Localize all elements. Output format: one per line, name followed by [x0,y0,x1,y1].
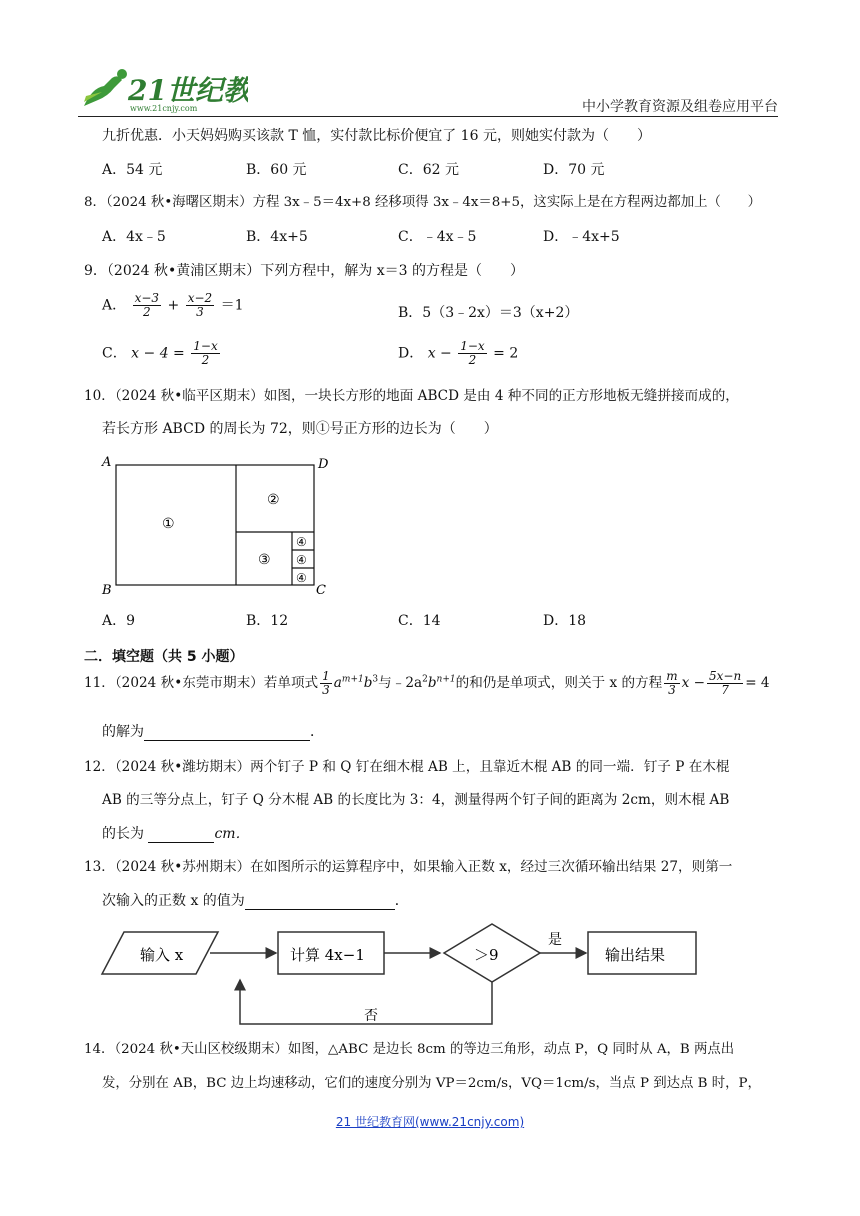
q10-figure [96,452,336,602]
fig-label-d: D [318,457,329,472]
q13-answer-blank[interactable] [245,909,395,910]
q7-option-d: D．70 元 [543,162,605,178]
q9-option-d: D． x − $\frac{1-x}{2}$ = 2 [398,339,519,367]
q11-text-line2: 的解为 ． [102,724,324,740]
fig-square-1: ① [162,516,175,532]
q8-option-d: D．﹣4x+5 [543,229,620,245]
svg-text:www.21cnjy.com: www.21cnjy.com [130,104,198,113]
logo-runner-icon [78,66,248,114]
section-fill-in-title: 二．填空题（共 5 小题） [84,649,244,665]
svg-text:21世纪教育: 21世纪 [128,74,223,107]
q9-option-c: C． x − 4 = $\frac{1-x}{2}$ [102,339,218,367]
q12-text-line2: AB 的三等分点上，钉子 Q 分木棍 AB 的长度比为 3：4，测量得两个钉子间的距离为 2cm，则木棍 AB [102,792,730,808]
fig-label-c: C [316,583,326,598]
q9-option-a: A． $\frac{x-3}{2}$ + $\frac{x-2}{3}$ ＝1 [102,291,244,319]
header-divider [78,116,778,117]
flow-input-label: 输入 x [140,946,184,964]
q11-text-line1: 11．（2024 秋•东莞市期末）若单项式 $\frac{1}{3}$ $a^{m+1}b^3$与$﹣2a^2b^{n+1}$的和仍是单项式，则关于 x 的方程 $\frac{m}{3}$ x − $\frac{5x-n}{7}$ = 4 [84,669,770,697]
fig-square-4c: ④ [296,571,307,585]
q8-text: 8．（2024 秋•海曙区期末）方程 3x﹣5＝4x+8 经移项得 3x﹣4x＝8+5，这实际上是在方程两边都加上（ ） [84,195,762,210]
q7-option-a: A．54 元 [102,162,163,178]
flow-compute-label: 计算 4x−1 [290,946,365,964]
q10-text-line2: 若长方形 ABCD 的周长为 72，则①号正方形的边长为（ ） [102,421,498,437]
q13-flowchart [100,920,700,1030]
platform-title: 中小学教育资源及组卷应用平台 [582,99,778,115]
q7-text: 九折优惠．小天妈妈购买该款 T 恤，实付款比标价便宜了 16 元，则她实付款为（ ） [102,128,651,144]
q8-option-c: C．﹣4x﹣5 [398,229,477,245]
q11-answer-blank[interactable] [144,740,310,741]
page-header [78,58,778,118]
flow-output-label: 输出结果 [605,946,666,964]
q14-text-line2: 发，分别在 AB，BC 边上均速移动，它们的速度分别为 VP＝2cm/s，VQ＝1cm/s，当点 P 到达点 B 时，P， [102,1076,761,1091]
q7-option-c: C．62 元 [398,162,459,178]
page-footer [0,1113,860,1130]
q7-option-b: B．60 元 [246,162,307,178]
q10-option-d: D．18 [543,613,587,629]
fig-square-4b: ④ [296,553,307,567]
q9-text: 9．（2024 秋•黄浦区期末）下列方程中，解为 x＝3 的方程是（ ） [84,263,524,279]
flow-yes-label: 是 [548,932,562,948]
fig-square-2: ② [267,492,280,508]
logo [78,66,248,118]
q10-option-a: A．9 [102,613,136,629]
fig-square-3: ③ [258,552,271,568]
q12-text-line3: 的长为 cm． [102,826,250,842]
q10-option-c: C．14 [398,613,441,629]
flow-no-label: 否 [364,1008,378,1024]
q10-option-b: B．12 [246,613,289,629]
q12-text-line1: 12．（2024 秋•潍坊期末）两个钉子 P 和 Q 钉在细木棍 AB 上，且靠近木棍 AB 的同一端．钉子 P 在木棍 [84,759,730,775]
q13-text-line2: 次输入的正数 x 的值为 ． [102,893,409,909]
q9-option-b: B．5（3﹣2x）＝3（x+2） [398,305,579,321]
q13-text-line1: 13．（2024 秋•苏州期末）在如图所示的运算程序中，如果输入正数 x，经过三次循环输出结果 27，则第一 [84,859,733,875]
q14-text-line1: 14．（2024 秋•天山区校级期末）如图，△ABC 是边长 8cm 的等边三角形，动点 P，Q 同时从 A，B 两点出 [84,1042,735,1057]
q8-option-a: A．4x﹣5 [102,229,166,245]
footer-link[interactable]: 21 世纪教育网(www.21cnjy.com) [335,1115,525,1129]
q10-text-line1: 10．（2024 秋•临平区期末）如图，一块长方形的地面 ABCD 是由 4 种不同的正方形地板无缝拼接而成的， [84,388,739,404]
fig-square-4a: ④ [296,535,307,549]
fig-label-b: B [102,583,112,598]
q8-option-b: B．4x+5 [246,229,308,245]
flow-condition-label: ＞9 [474,946,499,964]
q12-answer-blank[interactable] [148,842,214,843]
fig-label-a: A [102,455,112,470]
